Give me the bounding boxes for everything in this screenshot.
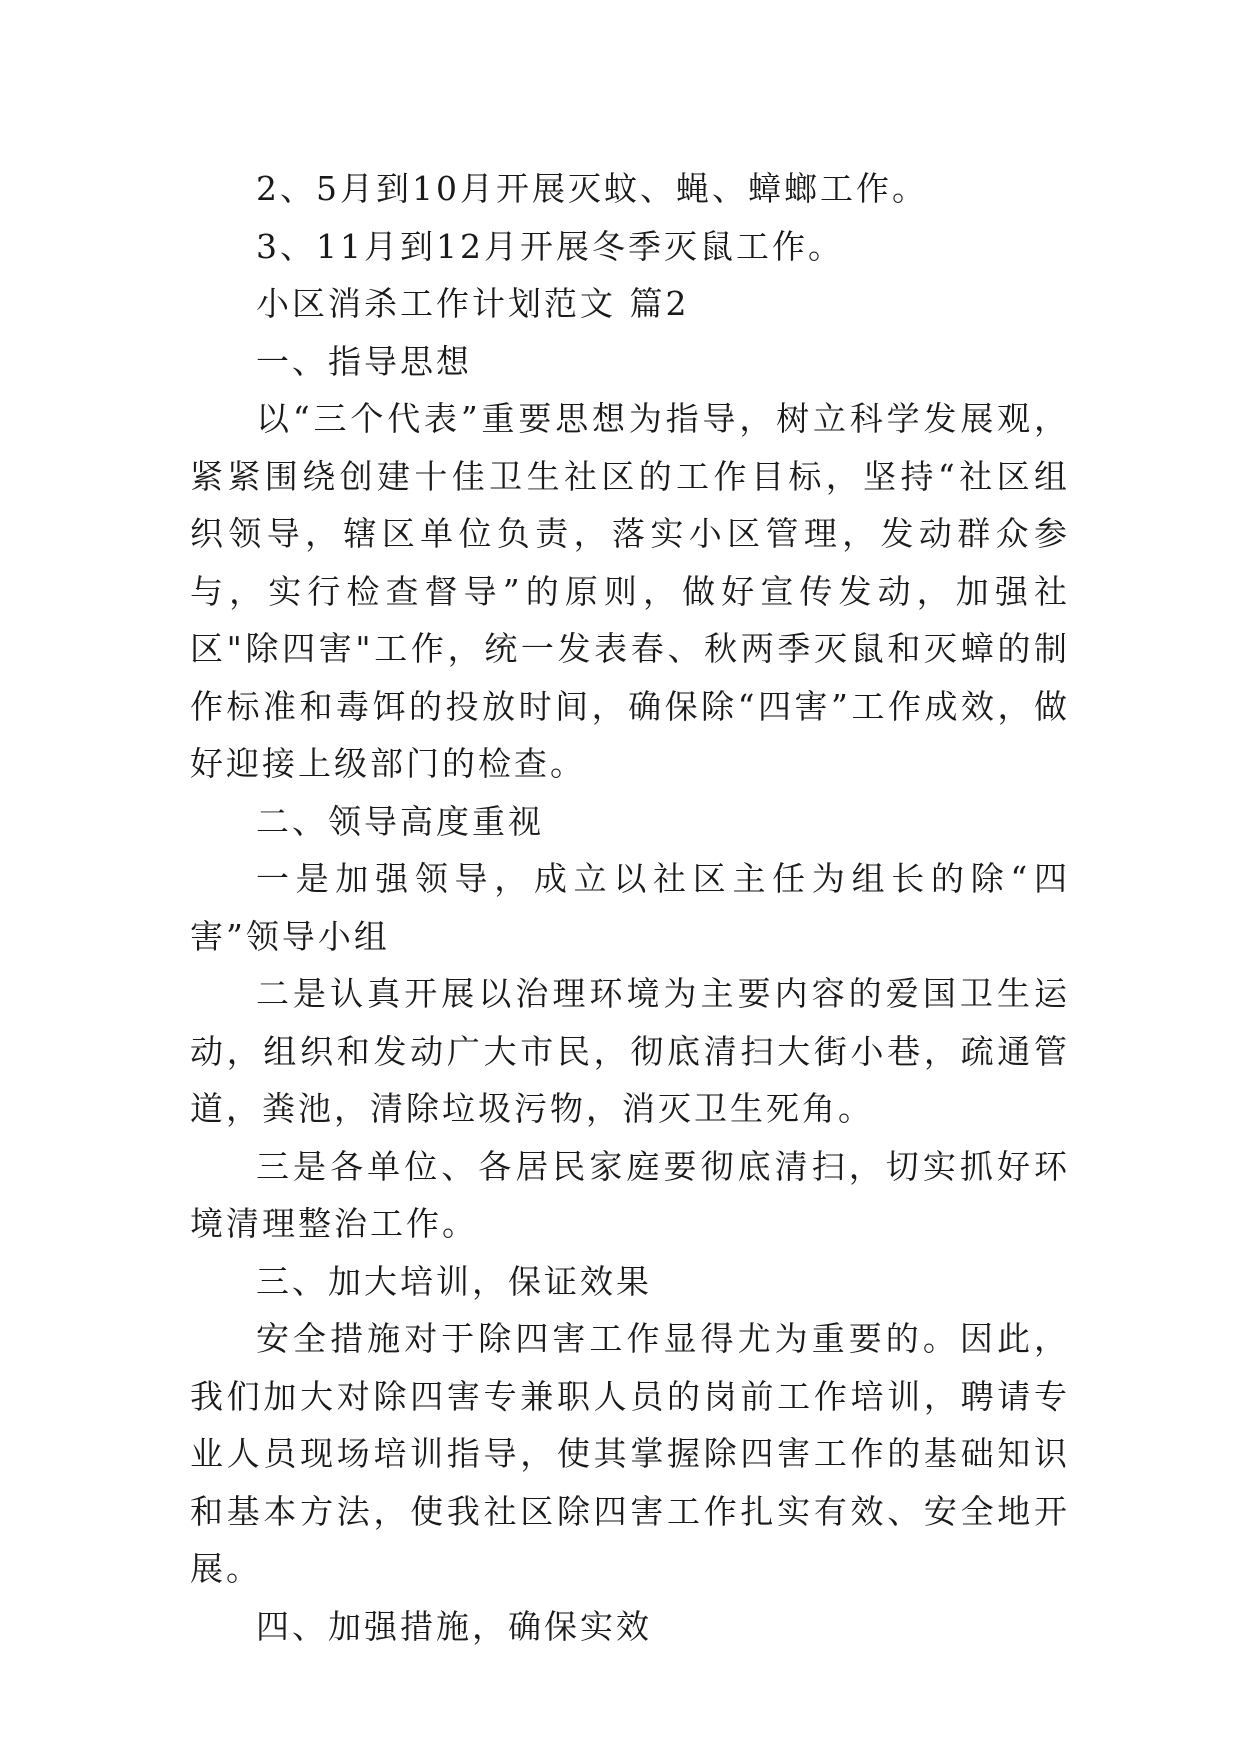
document-body xyxy=(190,160,1070,1655)
list-item-may-october: 2、5月到10月开展灭蚊、蝇、蟑螂工作。 xyxy=(256,169,928,208)
paragraph-leadership-first: 一是加强领导，成立以社区主任为组长的除“四害”领导小组 xyxy=(190,859,1070,956)
paragraph-training: 安全措施对于除四害工作显得尤为重要的。因此，我们加大对除四害专兼职人员的岗前工作培训，聘请专业人员现场培训指导，使其掌握除四害工作的基础知识和基本方法，使我社区除四害工作扎实有效、安全地开展。 xyxy=(190,1319,1070,1588)
heading-leadership: 二、领导高度重视 xyxy=(256,801,544,841)
paragraph-leadership-second: 二是认真开展以治理环境为主要内容的爱国卫生运动，组织和发动广大市民，彻底清扫大街小巷，疏通管道，粪池，清除垃圾污物，消灭卫生死角。 xyxy=(190,974,1070,1128)
heading-guiding-ideology: 一、指导思想 xyxy=(256,341,472,381)
paragraph-guiding-ideology: 以“三个代表”重要思想为指导，树立科学发展观，紧紧围绕创建十佳卫生社区的工作目标，坚持“社区组织领导，辖区单位负责，落实小区管理，发动群众参与，实行检查督导”的原则，做好宣传发动，加强社区"除四害"工作，统一发表春、秋两季灭鼠和灭蟑的制作标准和毒饵的投放时间，确保除“四害”工作成效，做好迎接上级部门的检查。 xyxy=(190,399,1070,783)
list-item-november-december: 3、11月到12月开展冬季灭鼠工作。 xyxy=(256,226,844,266)
section-title: 小区消杀工作计划范文 篇2 xyxy=(256,284,690,323)
heading-measures: 四、加强措施，确保实效 xyxy=(256,1606,652,1646)
heading-training: 三、加大培训，保证效果 xyxy=(256,1261,652,1301)
paragraph-leadership-third: 三是各单位、各居民家庭要彻底清扫，切实抓好环境清理整治工作。 xyxy=(190,1146,1070,1243)
